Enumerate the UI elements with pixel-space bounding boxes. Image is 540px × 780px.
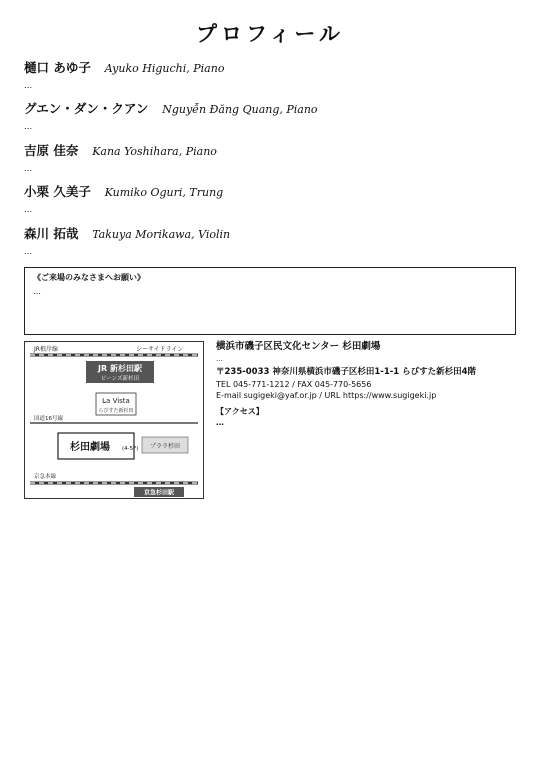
jr-station-label: JR 新杉田駅 — [98, 364, 142, 374]
performer-bio: … — [24, 245, 33, 256]
access-line: … — [216, 418, 224, 428]
profile-nguyen — [24, 101, 516, 132]
lavista-sub-label: らびすた新杉田 — [98, 408, 134, 415]
keikyu-station-label: 京急杉田駅 — [143, 489, 175, 497]
keikyu-line-label: 京急本線 — [34, 474, 57, 481]
venue-address: 〒235-0033 神奈川県横浜市磯子区杉田1-1-1 らびすた新杉田4階 — [216, 367, 477, 378]
profile-higuchi — [24, 60, 516, 91]
performer-name: 森川 拓哉 — [24, 225, 79, 241]
performer-name-en: Nguyễn Đăng Quang, Piano — [162, 103, 318, 117]
performer-name-en: Kana Yoshihara, Piano — [92, 144, 217, 158]
theater-label: 杉田劇場 — [70, 442, 110, 454]
venue-phone: TEL 045-771-1212 / FAX 045-770-5656 — [216, 379, 372, 389]
performer-name: 樋口 あゆ子 — [24, 60, 91, 75]
performer-bio: … — [24, 80, 33, 90]
notice-title: 《ご来場のみなさまへお願い》 — [33, 273, 145, 283]
venue-info — [216, 341, 540, 428]
performer-name: グエン・ダン・クアン — [24, 101, 149, 117]
profile-yoshihara — [24, 143, 516, 174]
venue-section — [24, 341, 516, 501]
performer-name: 小栗 久美子 — [24, 184, 91, 200]
jr-station-sub-label: ビーンズ新杉田 — [100, 376, 140, 383]
page-title: プロフィール — [196, 21, 344, 46]
seaside-line-label: シーサイドライン — [136, 346, 184, 354]
performer-name-en: Takuya Morikawa, Violin — [92, 227, 231, 241]
performer-name-en: Ayuko Higuchi, Piano — [104, 62, 225, 75]
performer-bio: … — [24, 204, 33, 215]
notice-box — [24, 267, 516, 335]
venue-title: 横浜市磯子区民文化センター 杉田劇場 — [216, 341, 381, 353]
performer-bio: … — [24, 162, 33, 173]
profile-morikawa — [24, 226, 516, 257]
route16-label: 国道16号線 — [34, 416, 63, 423]
plara-label: プララ杉田 — [149, 443, 181, 451]
notice-item: … — [33, 286, 41, 296]
lavista-label: La Vista — [102, 397, 130, 406]
venue-map — [24, 341, 204, 499]
performer-name: 吉原 佳奈 — [24, 142, 79, 158]
jr-line-label: JR根岸線 — [34, 346, 58, 354]
access-title: 【アクセス】 — [216, 406, 264, 416]
theater-sub-label: (4-5F) — [122, 446, 139, 453]
performer-bio: … — [24, 121, 33, 132]
performer-name-en: Kumiko Oguri, Trung — [104, 186, 224, 200]
venue-contact-link[interactable]: E-mail sugigeki@yaf.or.jp / URL https://www.sugigeki.jp — [216, 391, 437, 401]
profile-oguri — [24, 184, 516, 215]
venue-note: … — [216, 354, 223, 363]
